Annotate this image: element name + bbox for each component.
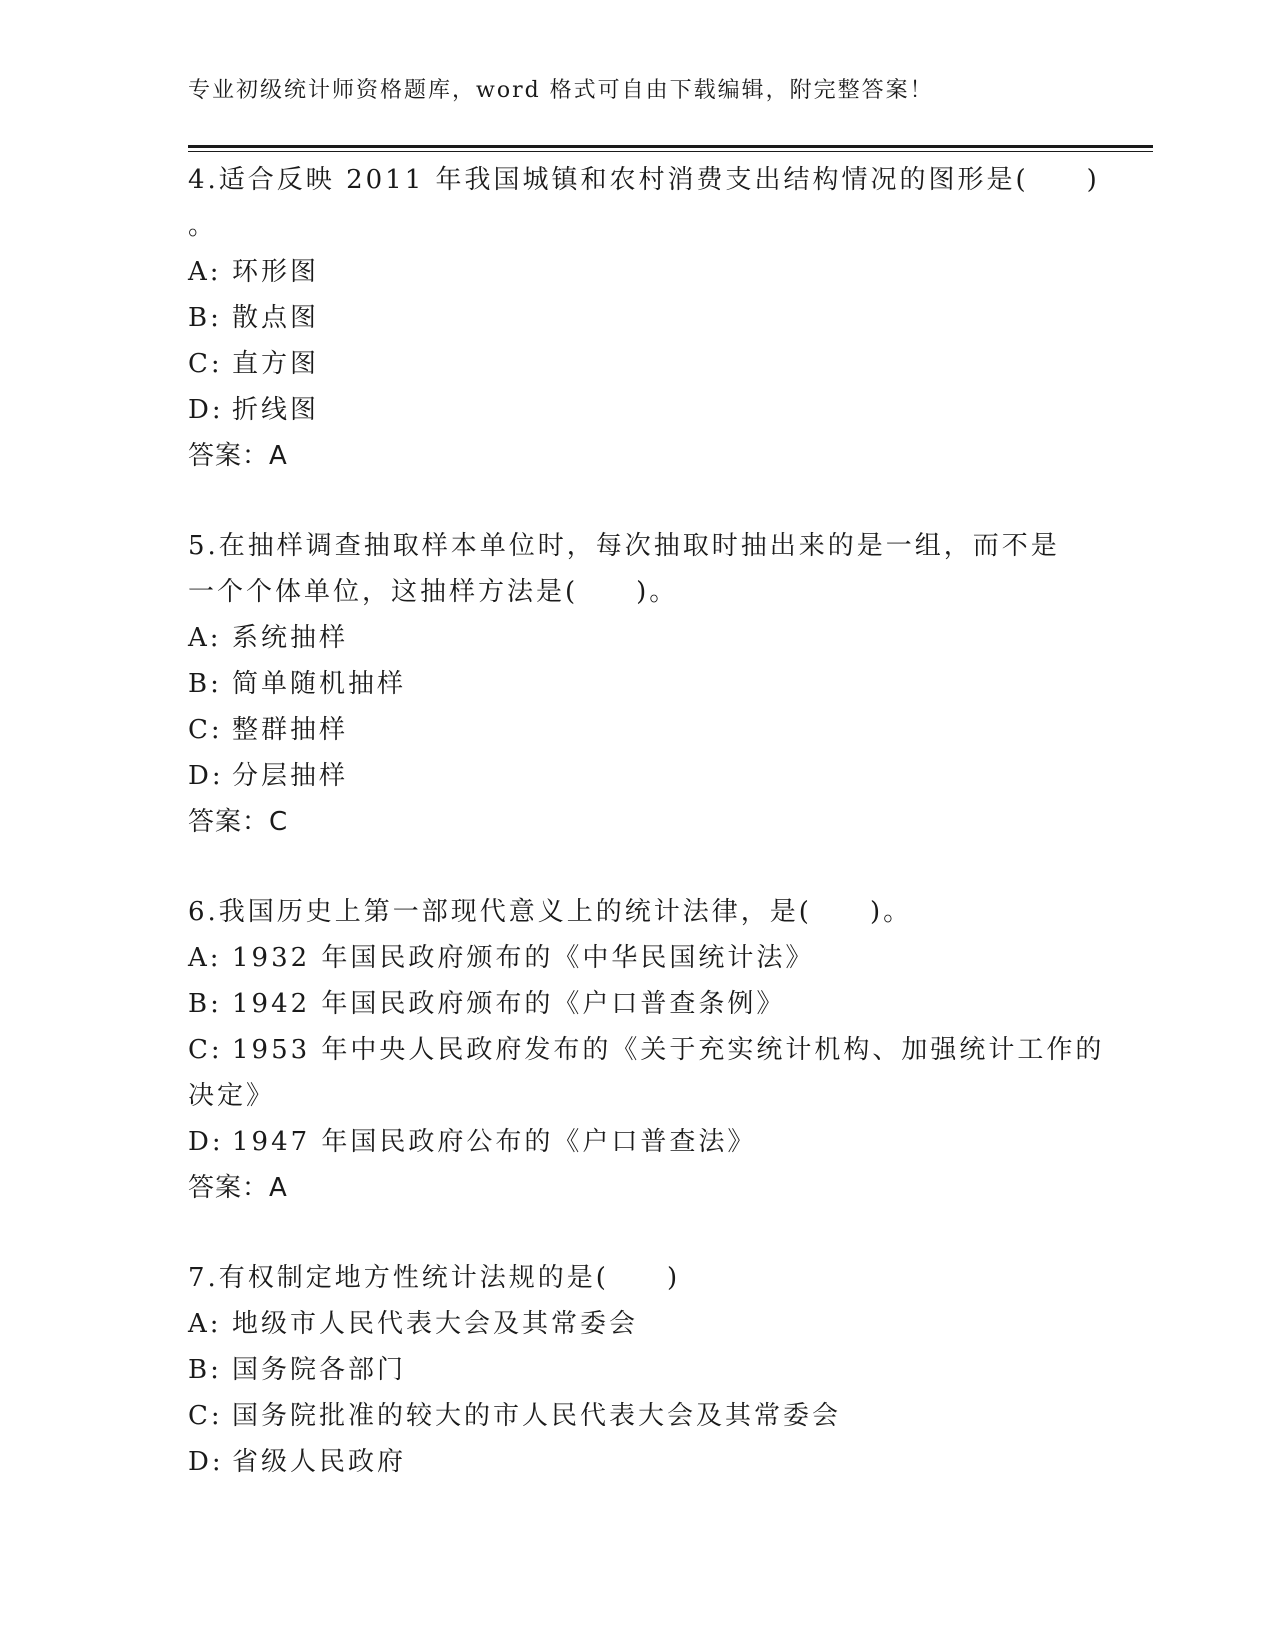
- option-b: [188, 661, 1108, 707]
- option-c: [188, 1027, 1108, 1119]
- question-5: [188, 523, 1108, 845]
- question-stem: 7.有权制定地方性统计法规的是( ): [188, 1263, 681, 1293]
- option-text: 环形图: [232, 257, 320, 287]
- option-b: [188, 1347, 1108, 1393]
- option-key: D:: [188, 761, 224, 791]
- option-d: [188, 1119, 1108, 1165]
- option-key: B:: [188, 303, 222, 333]
- header-rule-thick: [188, 145, 1153, 148]
- option-a: [188, 935, 1108, 981]
- option-key: A:: [188, 623, 222, 653]
- option-key: B:: [188, 669, 222, 699]
- option-d: [188, 753, 1108, 799]
- question-7: [188, 1255, 1108, 1485]
- option-text: 1932 年国民政府颁布的《中华民国统计法》: [232, 943, 815, 973]
- option-key: C:: [188, 715, 223, 745]
- answer-value: A: [269, 441, 288, 471]
- option-text: 1953 年中央人民政府发布的《关于充实统计机构、加强统计工作的 决定》: [188, 1035, 1105, 1111]
- question-6: [188, 889, 1108, 1211]
- option-text: 省级人民政府: [232, 1447, 407, 1477]
- option-key: D:: [188, 395, 224, 425]
- option-key: A:: [188, 257, 222, 287]
- answer-label: 答案：: [188, 441, 270, 471]
- page-header-note: 专业初级统计师资格题库，word 格式可自由下载编辑，附完整答案！: [188, 78, 934, 103]
- option-b: [188, 981, 1108, 1027]
- option-text: 整群抽样: [232, 715, 349, 745]
- question-list: [188, 157, 1108, 1529]
- option-text: 系统抽样: [232, 623, 349, 653]
- answer-value: C: [269, 807, 289, 837]
- option-text: 散点图: [232, 303, 320, 333]
- option-key: C:: [188, 349, 223, 379]
- question-4: [188, 157, 1108, 479]
- option-key: C:: [188, 1035, 223, 1065]
- option-text: 直方图: [232, 349, 320, 379]
- option-d: [188, 387, 1108, 433]
- answer-label: 答案：: [188, 1173, 270, 1203]
- option-text: 国务院各部门: [232, 1355, 407, 1385]
- option-key: A:: [188, 943, 222, 973]
- answer-line: [188, 1165, 1108, 1211]
- option-a: [188, 249, 1108, 295]
- option-key: D:: [188, 1447, 224, 1477]
- option-text: 1942 年国民政府颁布的《户口普查条例》: [232, 989, 786, 1019]
- option-text: 分层抽样: [232, 761, 349, 791]
- option-c: [188, 707, 1108, 753]
- header-rule-thin: [188, 151, 1153, 152]
- option-key: A:: [188, 1309, 222, 1339]
- option-key: B:: [188, 1355, 222, 1385]
- option-text: 简单随机抽样: [232, 669, 407, 699]
- option-d: [188, 1439, 1108, 1485]
- option-key: D:: [188, 1127, 224, 1157]
- option-text: 国务院批准的较大的市人民代表大会及其常委会: [232, 1401, 842, 1431]
- answer-line: [188, 433, 1108, 479]
- option-key: B:: [188, 989, 222, 1019]
- option-text: 地级市人民代表大会及其常委会: [232, 1309, 639, 1339]
- question-stem: 5.在抽样调查抽取样本单位时，每次抽取时抽出来的是一组，而不是 一个个体单位，这抽样方法是( )。: [188, 531, 1060, 607]
- option-c: [188, 341, 1108, 387]
- option-text: 折线图: [232, 395, 320, 425]
- option-a: [188, 1301, 1108, 1347]
- answer-value: A: [269, 1173, 288, 1203]
- question-stem: 4.适合反映 2011 年我国城镇和农村消费支出结构情况的图形是( ) 。: [188, 165, 1100, 241]
- option-c: [188, 1393, 1108, 1439]
- option-key: C:: [188, 1401, 223, 1431]
- answer-line: [188, 799, 1108, 845]
- answer-label: 答案：: [188, 807, 270, 837]
- option-b: [188, 295, 1108, 341]
- question-stem: 6.我国历史上第一部现代意义上的统计法律，是( )。: [188, 897, 913, 927]
- option-text: 1947 年国民政府公布的《户口普查法》: [232, 1127, 757, 1157]
- option-a: [188, 615, 1108, 661]
